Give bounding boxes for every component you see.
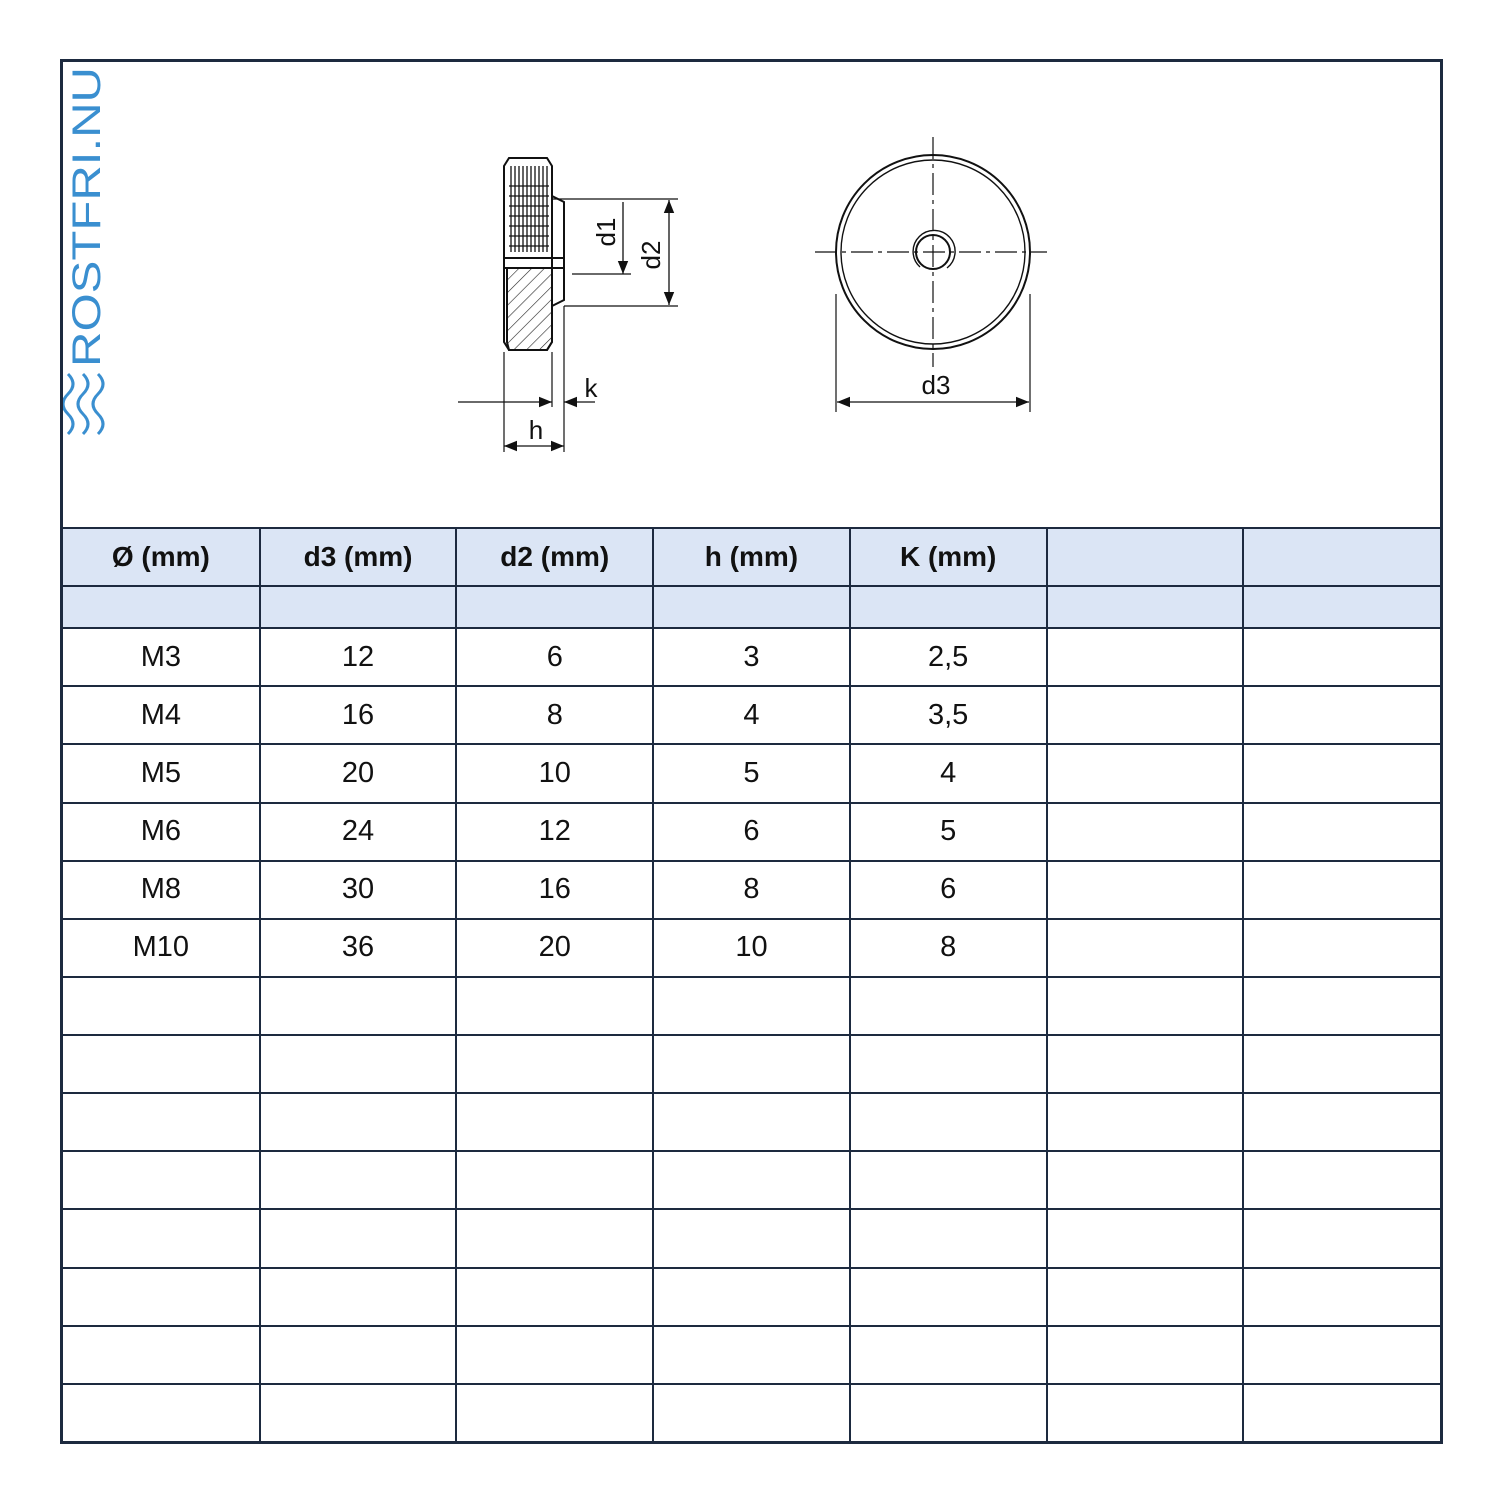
table-cell [456,1093,653,1151]
table-cell: 6 [653,803,850,861]
table-cell [653,1268,850,1326]
table-cell: 8 [456,686,653,744]
table-row [63,744,1440,802]
knurled-nut-drawing [63,62,1440,527]
table-cell [260,977,457,1035]
table-cell [63,1384,260,1441]
table-cell [1047,1384,1244,1441]
table-cell: 6 [456,628,653,686]
table-cell [63,1093,260,1151]
table-cell [653,1209,850,1267]
table-cell [1243,1384,1440,1441]
table-cell [1243,744,1440,802]
table-cell [1243,1268,1440,1326]
label-d1: d1 [591,217,621,247]
table-cell: 36 [260,919,457,977]
table-subheader-row [63,586,1440,628]
label-d2: d2 [636,240,666,270]
table-cell: 12 [456,803,653,861]
table-cell [850,977,1047,1035]
table-cell [850,1268,1047,1326]
table-cell: 12 [260,628,457,686]
table-header-row [63,528,1440,586]
table-cell [1047,977,1244,1035]
table-cell [63,1209,260,1267]
table-cell [1243,803,1440,861]
table-cell [1047,1268,1244,1326]
table-cell [653,1326,850,1384]
table-cell [653,977,850,1035]
table-cell [1047,1326,1244,1384]
table-cell [63,1326,260,1384]
table-cell [1243,861,1440,919]
table-cell [1047,686,1244,744]
table-cell [1243,686,1440,744]
table-row [63,628,1440,686]
table-cell [63,1151,260,1209]
table-cell [1243,1035,1440,1093]
table-cell [1243,1326,1440,1384]
table-cell: M4 [63,686,260,744]
table-cell [653,1093,850,1151]
table-cell [1243,977,1440,1035]
table-cell: 5 [653,744,850,802]
spec-sheet [60,59,1443,1444]
table-cell: 6 [850,861,1047,919]
column-header: Ø (mm) [63,528,260,586]
table-cell: 16 [456,861,653,919]
table-cell: M5 [63,744,260,802]
table-row [63,977,1440,1035]
wave-icon [63,374,103,434]
label-d3: d3 [921,370,951,400]
label-k: k [584,373,598,403]
table-cell: 24 [260,803,457,861]
technical-drawing [63,62,1440,527]
table-cell: 30 [260,861,457,919]
table-cell: 2,5 [850,628,1047,686]
column-header: K (mm) [850,528,1047,586]
table-cell [1047,586,1244,628]
table-cell [1243,1209,1440,1267]
table-cell [1243,628,1440,686]
table-cell [260,1093,457,1151]
table-cell [653,1151,850,1209]
table-cell [456,1035,653,1093]
table-cell [260,1268,457,1326]
table-cell [456,977,653,1035]
table-cell: 8 [653,861,850,919]
table-cell: M6 [63,803,260,861]
table-cell [260,1209,457,1267]
rostfri-logo [63,62,113,442]
table-row [63,686,1440,744]
table-row [63,1093,1440,1151]
table-cell: 4 [850,744,1047,802]
table-cell [456,1209,653,1267]
table-cell: 8 [850,919,1047,977]
table-cell [260,1035,457,1093]
table-cell: 3,5 [850,686,1047,744]
table-cell [456,1326,653,1384]
table-cell [850,1151,1047,1209]
table-cell: M3 [63,628,260,686]
table-cell [63,1035,260,1093]
table-cell [1047,1151,1244,1209]
table-cell [850,1326,1047,1384]
table-cell [850,1209,1047,1267]
table-row [63,861,1440,919]
table-cell [63,1268,260,1326]
table-cell [1047,1093,1244,1151]
table-cell [850,1035,1047,1093]
column-header: h (mm) [653,528,850,586]
table-cell [1047,1209,1244,1267]
table-cell [456,1268,653,1326]
table-cell: 10 [456,744,653,802]
table-row [63,919,1440,977]
table-cell: 10 [653,919,850,977]
column-header [1243,528,1440,586]
table-cell [456,1384,653,1441]
table-row [63,1209,1440,1267]
table-cell [1047,803,1244,861]
table-cell [1047,1035,1244,1093]
column-header: d2 (mm) [456,528,653,586]
table-cell [1047,919,1244,977]
logo-text: ROSTFRI.NU [65,122,109,367]
table-cell [850,586,1047,628]
table-row [63,1326,1440,1384]
table-cell [653,1384,850,1441]
table-cell [1047,628,1244,686]
table-cell: 20 [456,919,653,977]
table-cell [260,1326,457,1384]
table-cell: 4 [653,686,850,744]
dimension-table [63,527,1440,1441]
table-row [63,1035,1440,1093]
table-cell [850,1384,1047,1441]
table-cell: M8 [63,861,260,919]
table-cell [456,586,653,628]
table-cell [260,586,457,628]
table-cell: 16 [260,686,457,744]
table-cell [850,1093,1047,1151]
column-header: d3 (mm) [260,528,457,586]
table-cell [63,977,260,1035]
table-cell [653,586,850,628]
label-h: h [528,415,544,445]
table-cell [1047,744,1244,802]
table-cell: 20 [260,744,457,802]
table-row [63,1384,1440,1441]
table-cell [1243,1093,1440,1151]
table-cell [653,1035,850,1093]
table-row [63,1151,1440,1209]
table-cell [1243,586,1440,628]
table-row [63,1268,1440,1326]
knurl-pattern [509,166,549,252]
table-cell [1243,1151,1440,1209]
table-cell [1047,861,1244,919]
table-cell [260,1384,457,1441]
column-header [1047,528,1244,586]
side-view [458,158,678,452]
table-cell: 5 [850,803,1047,861]
table-cell [456,1151,653,1209]
table-cell [260,1151,457,1209]
table-cell [63,586,260,628]
table-cell: M10 [63,919,260,977]
table-row [63,803,1440,861]
table-cell: 3 [653,628,850,686]
table-cell [1243,919,1440,977]
